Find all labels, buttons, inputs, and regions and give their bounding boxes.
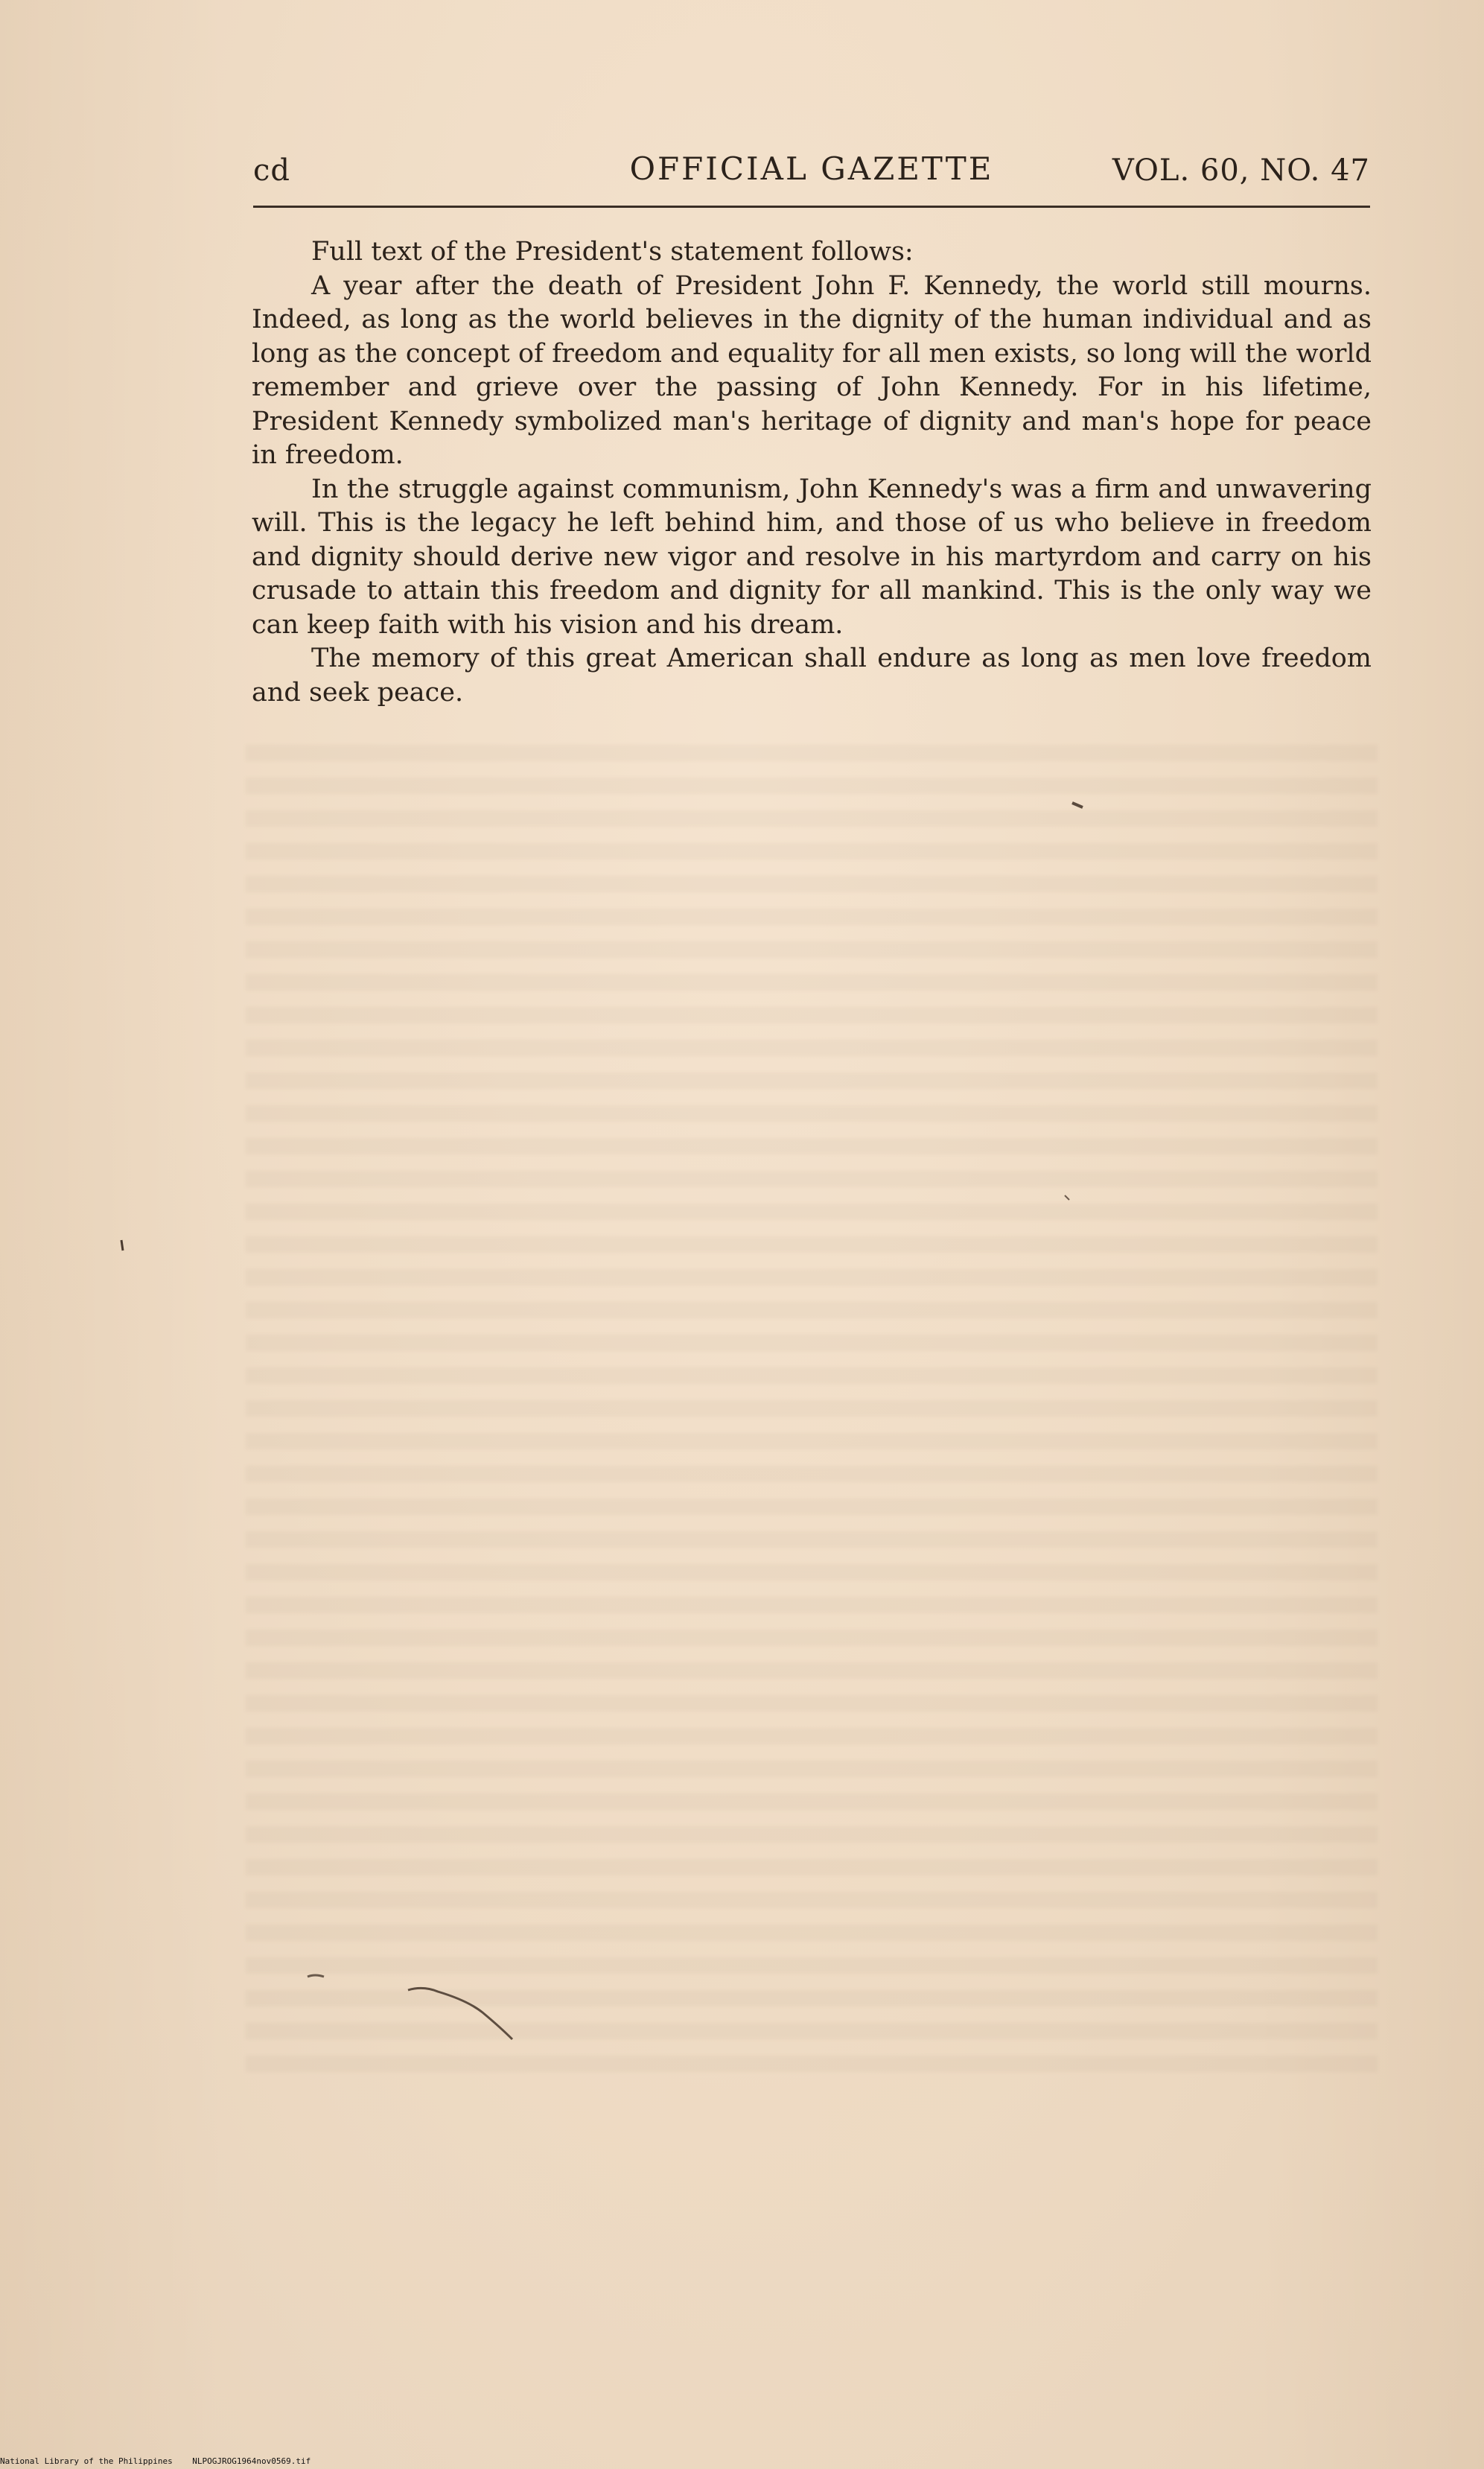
smudge-mark: [308, 1975, 324, 1977]
ink-speck: [1065, 1195, 1069, 1200]
ink-speck: [1072, 803, 1083, 807]
ink-speck: [121, 1240, 123, 1251]
publication-title: OFFICIAL GAZETTE: [629, 150, 994, 187]
paragraph-intro: Full text of the President's statement follows:: [311, 237, 914, 267]
page-number: cd: [253, 153, 291, 188]
footer-filename: NLPOGJROG1964nov0569.tif: [192, 2456, 311, 2466]
paragraph-communism: In the struggle against communism, John Kennedy's was a firm and unwavering will. This is the legacy he left behind him, and those of us who believe in freedom and dignity should derive new vigor and resolve in his martyrdom and carry on his crusade to attain this freedom and dignity for all mankind. This is the only way we can keep faith with his vision and his dream.: [252, 474, 1372, 640]
smudge-mark: [408, 1988, 512, 2039]
scan-footer: [0, 2456, 311, 2466]
paragraph-memory: The memory of this great American shall endure as long as men love freedom and seek peace.: [252, 644, 1372, 708]
footer-source: National Library of the Philippines: [0, 2456, 173, 2466]
paragraph-mourning: A year after the death of President John F. Kennedy, the world still mourns. Indeed, as long as the world believes in the dignity of the human individual and as long as the concept of freedom and equality for all men exists, so long will the world remember and grieve over the passing of John Kennedy. For in his lifetime, President Kennedy symbolized man's heritage of dignity and man's hope for peace in freedom.: [252, 270, 1372, 470]
volume-number: VOL. 60, NO. 47: [1112, 153, 1370, 188]
